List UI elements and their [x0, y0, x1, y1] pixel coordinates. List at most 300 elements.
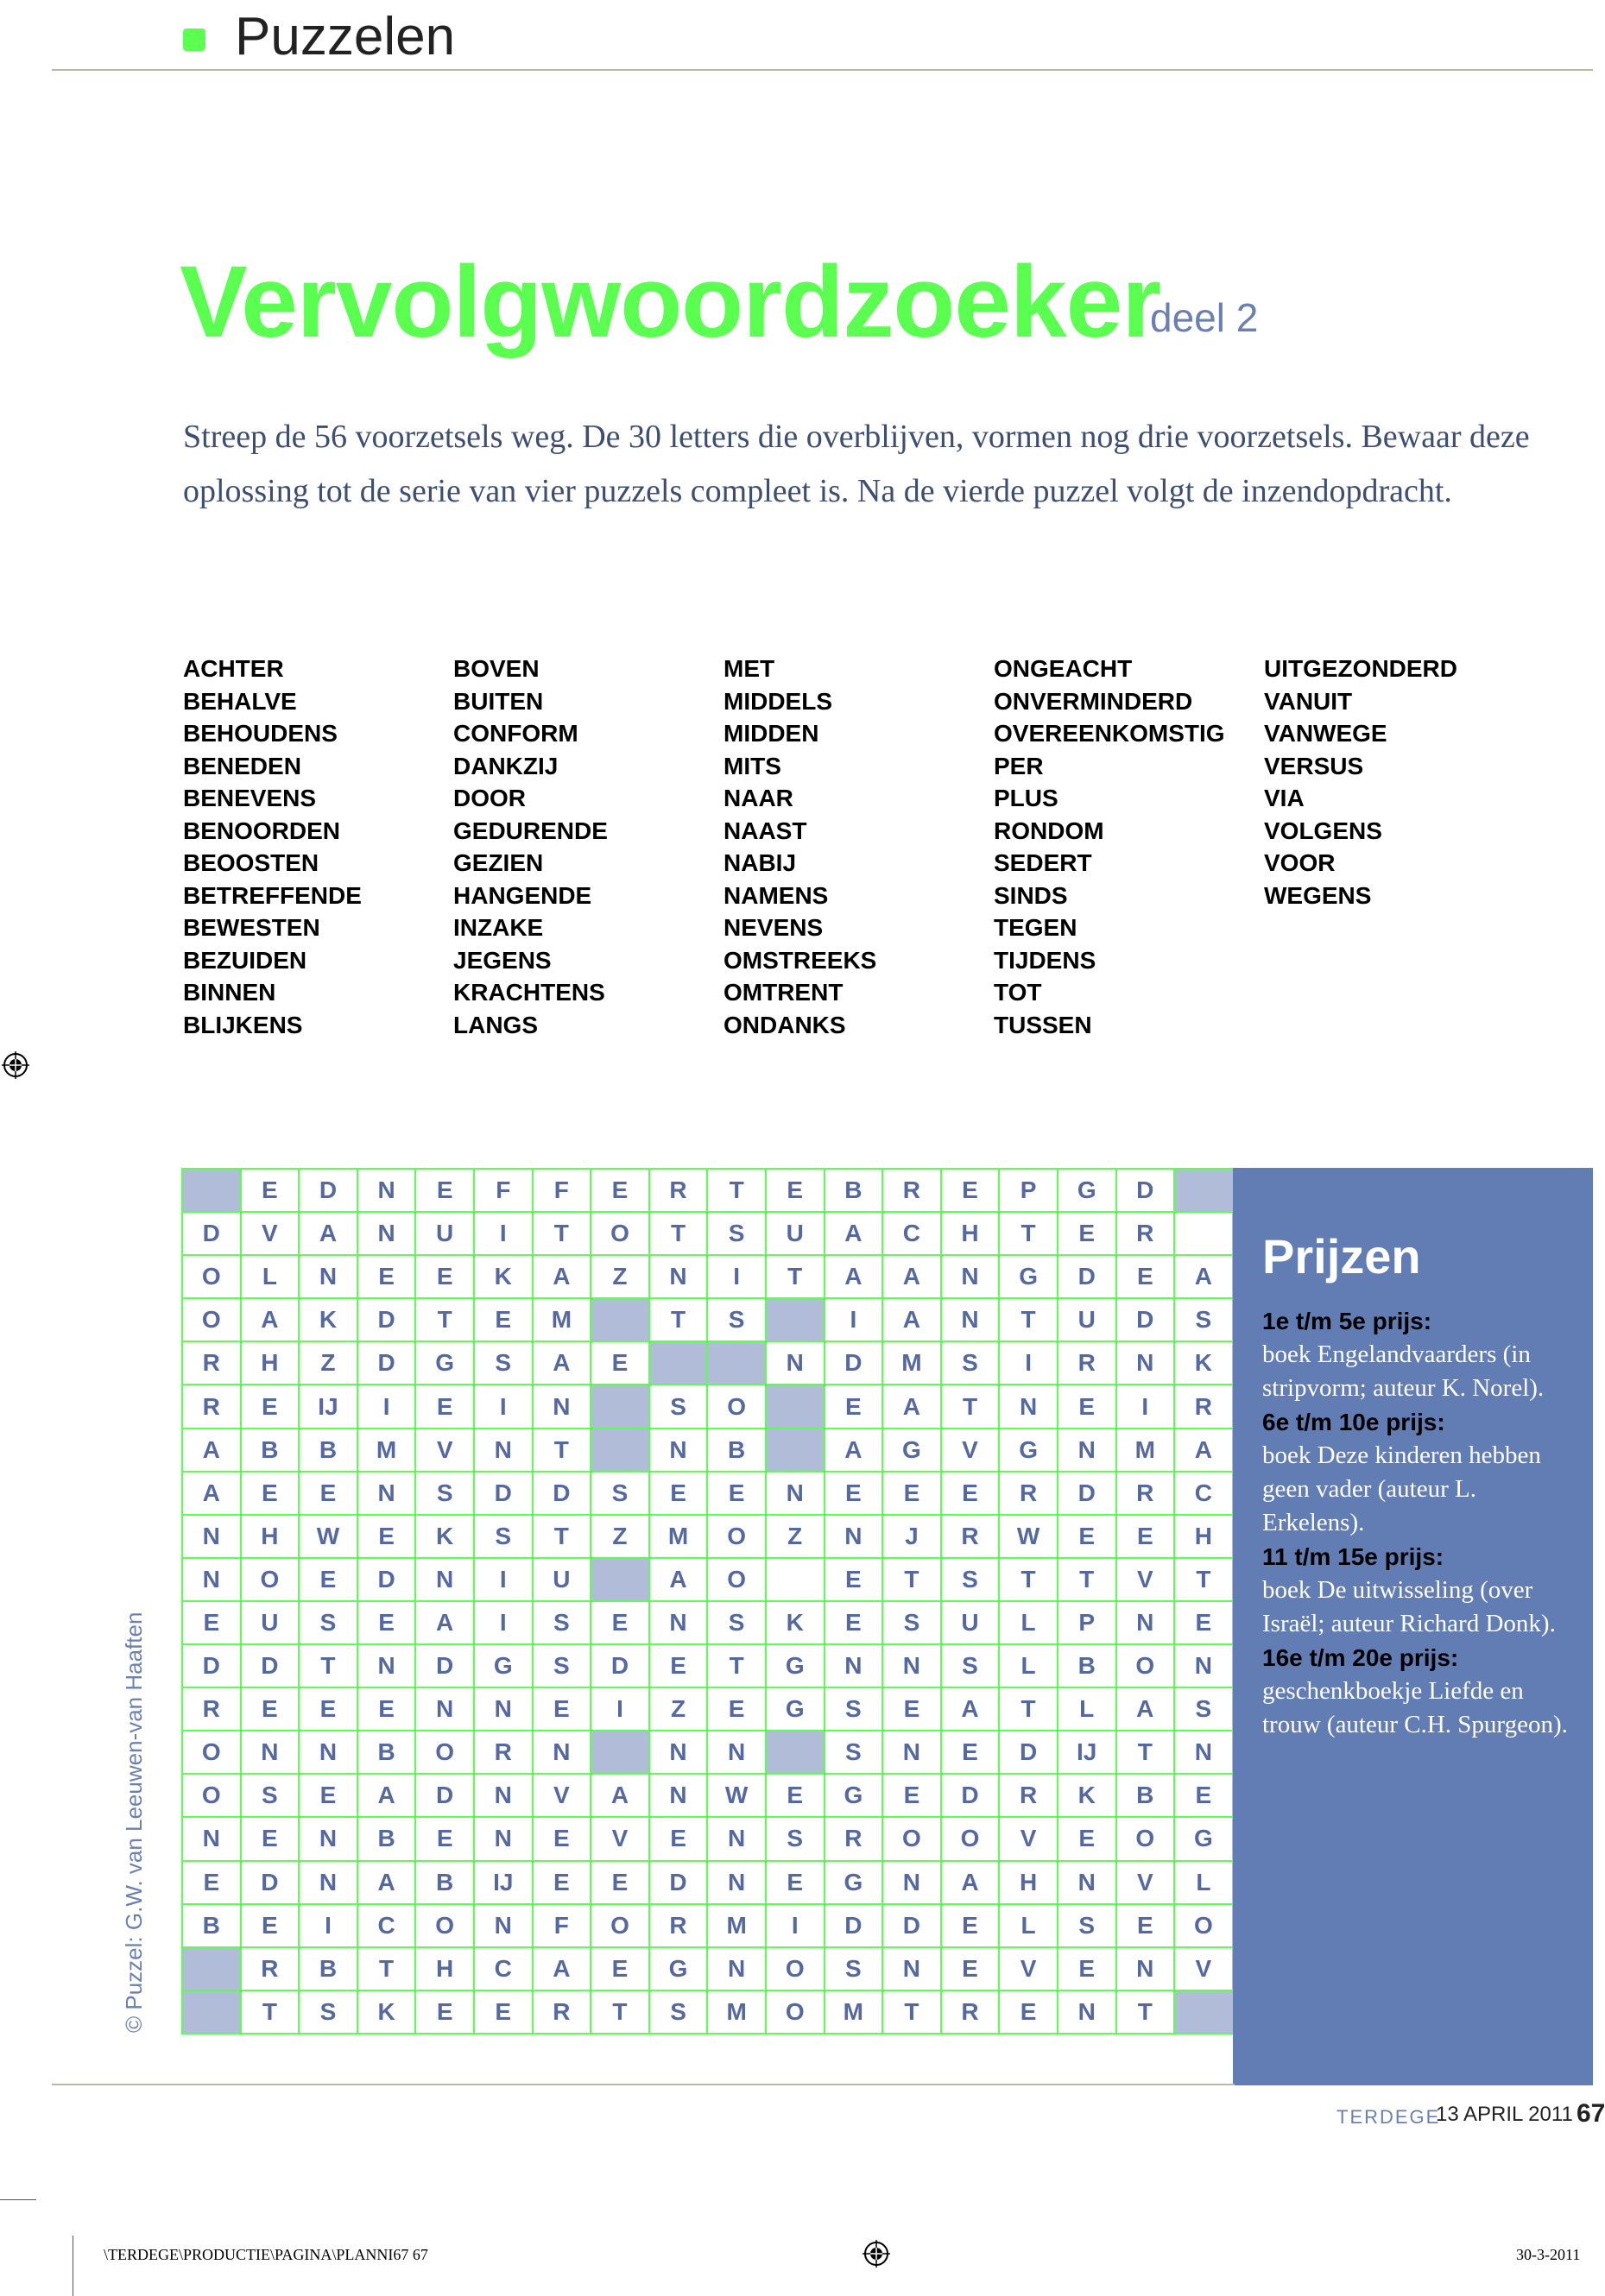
grid-cell: A — [300, 1213, 358, 1256]
grid-cell: E — [242, 1905, 300, 1948]
grid-cell: E — [591, 1948, 650, 1991]
grid-cell: W — [708, 1775, 767, 1818]
grid-cell: E — [1058, 1213, 1117, 1256]
grid-cell: E — [534, 1688, 592, 1731]
grid-cell: G — [767, 1688, 825, 1731]
grid-cell: D — [300, 1170, 358, 1213]
grid-cell: D — [183, 1213, 242, 1256]
grid-cell: W — [300, 1516, 358, 1559]
grid-cell: R — [1058, 1342, 1117, 1385]
grid-cell: E — [416, 1170, 475, 1213]
grid-cell: D — [1117, 1299, 1176, 1342]
prize-list — [1262, 1304, 1584, 1742]
puzzle-grid — [181, 1168, 1234, 2034]
grid-cell: N — [883, 1645, 942, 1688]
grid-cell: T — [1058, 1559, 1117, 1602]
grid-cell: H — [242, 1342, 300, 1385]
grid-cell: A — [825, 1256, 884, 1299]
grid-cell: Z — [650, 1688, 709, 1731]
grid-cell: T — [591, 1991, 650, 2034]
grid-cell: D — [942, 1775, 1001, 1818]
grid-cell: V — [242, 1213, 300, 1256]
shaded-cell — [708, 1342, 767, 1385]
grid-cell: O — [242, 1559, 300, 1602]
grid-cell: E — [416, 1256, 475, 1299]
grid-cell: I — [825, 1299, 884, 1342]
grid-cell: R — [1117, 1473, 1176, 1516]
grid-cell: N — [1058, 1862, 1117, 1905]
word-item: VOLGENS — [1264, 817, 1382, 844]
grid-cell: A — [534, 1256, 592, 1299]
grid-cell: A — [1175, 1429, 1234, 1473]
grid-cell: E — [1058, 1516, 1117, 1559]
word-item: RONDOM — [994, 817, 1104, 844]
grid-cell: A — [942, 1688, 1001, 1731]
grid-cell: E — [358, 1256, 417, 1299]
grid-cell: N — [1117, 1342, 1176, 1385]
grid-cell: N — [475, 1429, 534, 1473]
word-item: DANKZIJ — [453, 752, 559, 779]
word-item: MITS — [724, 752, 781, 779]
grid-cell: T — [942, 1385, 1001, 1429]
grid-cell: S — [1175, 1299, 1234, 1342]
grid-cell: D — [825, 1342, 884, 1385]
grid-cell: K — [358, 1991, 417, 2034]
grid-cell: I — [591, 1688, 650, 1731]
grid-cell: I — [767, 1905, 825, 1948]
grid-cell: N — [883, 1731, 942, 1775]
shaded-cell — [1175, 1991, 1234, 2034]
grid-cell: P — [1000, 1170, 1058, 1213]
grid-cell: E — [534, 1862, 592, 1905]
grid-cell: Z — [300, 1342, 358, 1385]
grid-cell: G — [416, 1342, 475, 1385]
grid-cell: N — [475, 1775, 534, 1818]
grid-cell: O — [708, 1516, 767, 1559]
grid-cell: N — [650, 1731, 709, 1775]
grid-cell: A — [883, 1299, 942, 1342]
grid-cell: K — [1058, 1775, 1117, 1818]
grid-cell: Z — [591, 1256, 650, 1299]
word-item: TUSSEN — [994, 1011, 1092, 1038]
grid-cell: R — [183, 1385, 242, 1429]
grid-cell: N — [300, 1862, 358, 1905]
grid-cell: V — [1000, 1818, 1058, 1861]
grid-cell: B — [1117, 1775, 1176, 1818]
grid-cell: N — [358, 1213, 417, 1256]
grid-cell: E — [416, 1818, 475, 1861]
word-item: VERSUS — [1264, 752, 1364, 779]
grid-cell: IJ — [475, 1862, 534, 1905]
grid-cell: T — [416, 1299, 475, 1342]
footer-magazine: TERDEGE — [1336, 2106, 1441, 2128]
grid-cell: B — [358, 1731, 417, 1775]
grid-cell: H — [1000, 1862, 1058, 1905]
word-item: BOVEN — [453, 655, 540, 682]
grid-cell: E — [358, 1688, 417, 1731]
word-column — [453, 653, 730, 1041]
grid-cell: H — [942, 1213, 1001, 1256]
grid-cell: N — [708, 1731, 767, 1775]
bottom-rule — [52, 2084, 1235, 2085]
grid-cell: E — [825, 1385, 884, 1429]
grid-cell: E — [942, 1170, 1001, 1213]
grid-cell: S — [416, 1473, 475, 1516]
grid-cell: E — [242, 1170, 300, 1213]
grid-cell: B — [300, 1948, 358, 1991]
grid-cell: F — [534, 1905, 592, 1948]
crop-mark — [0, 2199, 36, 2200]
word-column — [994, 653, 1270, 1041]
grid-cell: D — [416, 1645, 475, 1688]
grid-cell: S — [1058, 1905, 1117, 1948]
grid-cell: O — [1175, 1905, 1234, 1948]
section-label: Puzzelen — [235, 7, 456, 66]
grid-cell: S — [300, 1602, 358, 1645]
top-rule — [52, 69, 1593, 71]
grid-cell: N — [475, 1905, 534, 1948]
grid-cell: D — [1058, 1256, 1117, 1299]
word-item: BEHALVE — [183, 687, 297, 715]
grid-cell: S — [650, 1991, 709, 2034]
grid-cell: S — [708, 1299, 767, 1342]
grid-cell: B — [300, 1429, 358, 1473]
grid-cell: D — [825, 1905, 884, 1948]
grid-cell: T — [300, 1645, 358, 1688]
grid-cell: E — [300, 1473, 358, 1516]
grid-cell: M — [1117, 1429, 1176, 1473]
grid-cell: D — [534, 1473, 592, 1516]
grid-cell: B — [1058, 1645, 1117, 1688]
grid-cell: T — [1117, 1991, 1176, 2034]
grid-cell: D — [358, 1299, 417, 1342]
grid-cell: D — [475, 1473, 534, 1516]
grid-cell: B — [358, 1818, 417, 1861]
grid-cell: K — [300, 1299, 358, 1342]
grid-cell: N — [183, 1559, 242, 1602]
word-item: SINDS — [994, 881, 1068, 909]
grid-cell: I — [475, 1213, 534, 1256]
grid-cell: E — [708, 1688, 767, 1731]
grid-cell: S — [883, 1602, 942, 1645]
grid-cell: N — [1000, 1385, 1058, 1429]
grid-cell: R — [183, 1342, 242, 1385]
grid-cell: N — [1175, 1731, 1234, 1775]
grid-cell: U — [1058, 1299, 1117, 1342]
grid-cell: E — [942, 1473, 1001, 1516]
grid-cell: E — [767, 1775, 825, 1818]
grid-cell: A — [534, 1948, 592, 1991]
grid-cell: M — [708, 1991, 767, 2034]
word-item: ONVERMINDERD — [994, 687, 1193, 715]
grid-cell: U — [767, 1213, 825, 1256]
grid-cell: T — [534, 1516, 592, 1559]
grid-cell: T — [534, 1429, 592, 1473]
grid-cell: S — [942, 1645, 1001, 1688]
grid-cell: V — [1000, 1948, 1058, 1991]
grid-cell: A — [358, 1775, 417, 1818]
grid-cell: Z — [767, 1516, 825, 1559]
grid-cell: D — [1058, 1473, 1117, 1516]
grid-cell: N — [242, 1731, 300, 1775]
grid-cell: V — [416, 1429, 475, 1473]
grid-cell: S — [942, 1342, 1001, 1385]
grid-cell: A — [183, 1429, 242, 1473]
grid-cell: A — [650, 1559, 709, 1602]
word-item: CONFORM — [453, 720, 578, 747]
grid-cell: R — [242, 1948, 300, 1991]
grid-cell: T — [534, 1213, 592, 1256]
grid-cell: G — [650, 1948, 709, 1991]
word-item: HANGENDE — [453, 881, 592, 909]
prize-label: 16e t/m 20e prijs: — [1262, 1644, 1459, 1671]
prize-description: boek Engelandvaarders (in stripvorm; auteur K. Norel). — [1262, 1340, 1545, 1402]
grid-cell: G — [883, 1429, 942, 1473]
grid-cell: E — [1175, 1775, 1234, 1818]
grid-cell: B — [708, 1429, 767, 1473]
grid-cell: D — [650, 1862, 709, 1905]
grid-cell: R — [650, 1905, 709, 1948]
word-item: NEVENS — [724, 914, 824, 941]
grid-cell: T — [767, 1256, 825, 1299]
grid-cell: E — [242, 1688, 300, 1731]
puzzle-credit: © Puzzel: G.W. van Leeuwen-van Haaften — [121, 1612, 147, 2033]
shaded-cell — [591, 1559, 650, 1602]
grid-cell: A — [534, 1342, 592, 1385]
grid-cell: L — [242, 1256, 300, 1299]
word-item: NAAR — [724, 785, 793, 811]
grid-cell: S — [242, 1775, 300, 1818]
word-item: BEHOUDENS — [183, 720, 338, 747]
grid-cell: S — [825, 1731, 884, 1775]
grid-cell: R — [1117, 1213, 1176, 1256]
grid-cell: T — [242, 1991, 300, 2034]
grid-cell: R — [1175, 1385, 1234, 1429]
grid-cell: E — [475, 1991, 534, 2034]
grid-cell: E — [942, 1731, 1001, 1775]
grid-cell: N — [767, 1342, 825, 1385]
intro-text: Streep de 56 voorzetsels weg. De 30 letters die overblijven, vormen nog drie voorzetsels. Bewaar deze oplossing tot de serie van vier puzzels compleet is. Na de vierde puzzel volgt de inzendopdracht. — [183, 419, 1530, 509]
prize-description: geschenkboekje Liefde en trouw (auteur C.H. Spurgeon). — [1262, 1677, 1568, 1738]
grid-cell: E — [1117, 1256, 1176, 1299]
grid-cell: N — [183, 1818, 242, 1861]
word-item: MET — [724, 655, 775, 682]
word-item: ONGEACHT — [994, 655, 1133, 682]
word-item: BEOOSTEN — [183, 849, 319, 876]
grid-cell: N — [534, 1385, 592, 1429]
grid-cell: E — [883, 1473, 942, 1516]
grid-cell: O — [183, 1775, 242, 1818]
prize-title: Prijzen — [1262, 1229, 1421, 1284]
grid-cell: O — [1117, 1645, 1176, 1688]
grid-cell: R — [1000, 1775, 1058, 1818]
grid-cell: G — [825, 1775, 884, 1818]
word-item: BETREFFENDE — [183, 881, 362, 909]
grid-cell: K — [1175, 1342, 1234, 1385]
grid-cell: F — [534, 1170, 592, 1213]
grid-cell: N — [534, 1731, 592, 1775]
grid-cell: L — [1000, 1645, 1058, 1688]
grid-cell: S — [942, 1559, 1001, 1602]
grid-cell: O — [708, 1559, 767, 1602]
grid-cell: U — [534, 1559, 592, 1602]
grid-cell: B — [242, 1429, 300, 1473]
grid-cell: L — [1000, 1602, 1058, 1645]
grid-cell: E — [650, 1645, 709, 1688]
shaded-cell — [591, 1385, 650, 1429]
shaded-cell — [767, 1385, 825, 1429]
prize-label: 1e t/m 5e prijs: — [1262, 1308, 1432, 1334]
word-item: KRACHTENS — [453, 979, 605, 1006]
grid-cell: S — [825, 1948, 884, 1991]
grid-cell: J — [883, 1516, 942, 1559]
grid-cell: N — [708, 1818, 767, 1861]
grid-cell: E — [242, 1385, 300, 1429]
grid-cell: S — [534, 1645, 592, 1688]
grid-cell: G — [1058, 1170, 1117, 1213]
grid-cell: N — [358, 1473, 417, 1516]
print-path: \TERDEGE\PRODUCTIE\PAGINA\PLANNI67 67 — [104, 2246, 428, 2263]
grid-cell: O — [767, 1991, 825, 2034]
grid-cell: H — [416, 1948, 475, 1991]
grid-cell: C — [883, 1213, 942, 1256]
prize-label: 6e t/m 10e prijs: — [1262, 1409, 1445, 1435]
grid-cell: M — [358, 1429, 417, 1473]
grid-cell: B — [416, 1862, 475, 1905]
grid-cell: N — [650, 1256, 709, 1299]
grid-cell: A — [883, 1385, 942, 1429]
grid-cell: O — [416, 1905, 475, 1948]
grid-cell: S — [767, 1818, 825, 1861]
grid-cell: M — [534, 1299, 592, 1342]
grid-cell: N — [825, 1516, 884, 1559]
grid-cell: I — [1000, 1342, 1058, 1385]
shaded-cell — [183, 1948, 242, 1991]
grid-cell: S — [825, 1688, 884, 1731]
grid-cell: L — [1058, 1688, 1117, 1731]
grid-cell: E — [1058, 1948, 1117, 1991]
grid-cell: C — [358, 1905, 417, 1948]
grid-cell: E — [300, 1775, 358, 1818]
word-item: MIDDELS — [724, 687, 832, 715]
grid-cell: B — [183, 1905, 242, 1948]
grid-cell: E — [591, 1170, 650, 1213]
word-item: BUITEN — [453, 687, 544, 715]
grid-cell: V — [534, 1775, 592, 1818]
word-item: INZAKE — [453, 914, 544, 941]
grid-cell: N — [300, 1731, 358, 1775]
grid-cell: G — [1175, 1818, 1234, 1861]
grid-cell: E — [242, 1818, 300, 1861]
grid-cell: S — [534, 1602, 592, 1645]
grid-cell: O — [183, 1731, 242, 1775]
grid-cell: K — [416, 1516, 475, 1559]
word-item: TOT — [994, 979, 1042, 1006]
grid-cell: T — [1175, 1559, 1234, 1602]
grid-cell: E — [1058, 1385, 1117, 1429]
grid-cell: E — [1000, 1991, 1058, 2034]
grid-cell: O — [591, 1905, 650, 1948]
grid-cell: T — [708, 1170, 767, 1213]
grid-cell: A — [942, 1862, 1001, 1905]
grid-cell: R — [650, 1170, 709, 1213]
grid-cell: E — [300, 1559, 358, 1602]
grid-cell: N — [300, 1818, 358, 1861]
grid-cell: N — [183, 1516, 242, 1559]
word-item: OMTRENT — [724, 979, 844, 1006]
word-item: ACHTER — [183, 655, 284, 682]
grid-cell: K — [767, 1602, 825, 1645]
footer-page-number: 67 — [1577, 2099, 1605, 2128]
grid-cell: I — [475, 1602, 534, 1645]
grid-cell: O — [1117, 1818, 1176, 1861]
prize-description: boek Deze kinderen hebben geen vader (auteur L. Erkelens). — [1262, 1441, 1541, 1536]
grid-cell: E — [183, 1602, 242, 1645]
grid-cell: S — [708, 1213, 767, 1256]
word-item: TEGEN — [994, 914, 1077, 941]
grid-cell: N — [358, 1645, 417, 1688]
word-item: VANWEGE — [1264, 720, 1387, 747]
grid-cell: E — [650, 1818, 709, 1861]
grid-cell: G — [825, 1862, 884, 1905]
grid-cell: G — [767, 1645, 825, 1688]
grid-cell: R — [475, 1731, 534, 1775]
word-item: LANGS — [453, 1011, 538, 1038]
grid-cell: E — [1117, 1905, 1176, 1948]
grid-cell: U — [242, 1602, 300, 1645]
grid-cell: D — [242, 1645, 300, 1688]
grid-cell: T — [1000, 1688, 1058, 1731]
grid-cell: I — [300, 1905, 358, 1948]
grid-cell: N — [1175, 1645, 1234, 1688]
grid-cell: R — [942, 1991, 1001, 2034]
grid-cell: E — [358, 1516, 417, 1559]
grid-cell: L — [1175, 1862, 1234, 1905]
grid-cell: I — [475, 1385, 534, 1429]
grid-cell: E — [767, 1170, 825, 1213]
grid-cell: A — [183, 1473, 242, 1516]
grid-cell: E — [1117, 1516, 1176, 1559]
grid-cell: W — [1000, 1516, 1058, 1559]
grid-cell: N — [883, 1948, 942, 1991]
grid-cell: E — [475, 1299, 534, 1342]
grid-cell: E — [534, 1818, 592, 1861]
grid-cell: I — [475, 1559, 534, 1602]
prize-label: 11 t/m 15e prijs: — [1262, 1543, 1444, 1570]
grid-cell: O — [942, 1818, 1001, 1861]
grid-cell: O — [183, 1256, 242, 1299]
grid-cell: T — [358, 1948, 417, 1991]
grid-cell: N — [708, 1948, 767, 1991]
word-item: NAMENS — [724, 881, 829, 909]
grid-cell: D — [183, 1645, 242, 1688]
word-item: OVEREENKOMSTIG — [994, 720, 1225, 747]
grid-cell: V — [942, 1429, 1001, 1473]
shaded-cell — [1175, 1170, 1234, 1213]
grid-cell: T — [1000, 1299, 1058, 1342]
grid-cell — [767, 1559, 825, 1602]
section-bullet — [183, 28, 205, 51]
grid-cell: A — [883, 1256, 942, 1299]
word-item: DOOR — [453, 785, 526, 811]
grid-cell: U — [416, 1213, 475, 1256]
word-item: BLIJKENS — [183, 1011, 303, 1038]
grid-cell: H — [1175, 1516, 1234, 1559]
grid-cell: R — [883, 1170, 942, 1213]
word-item: VOOR — [1264, 849, 1336, 876]
word-column — [1264, 653, 1540, 911]
grid-cell: E — [883, 1688, 942, 1731]
